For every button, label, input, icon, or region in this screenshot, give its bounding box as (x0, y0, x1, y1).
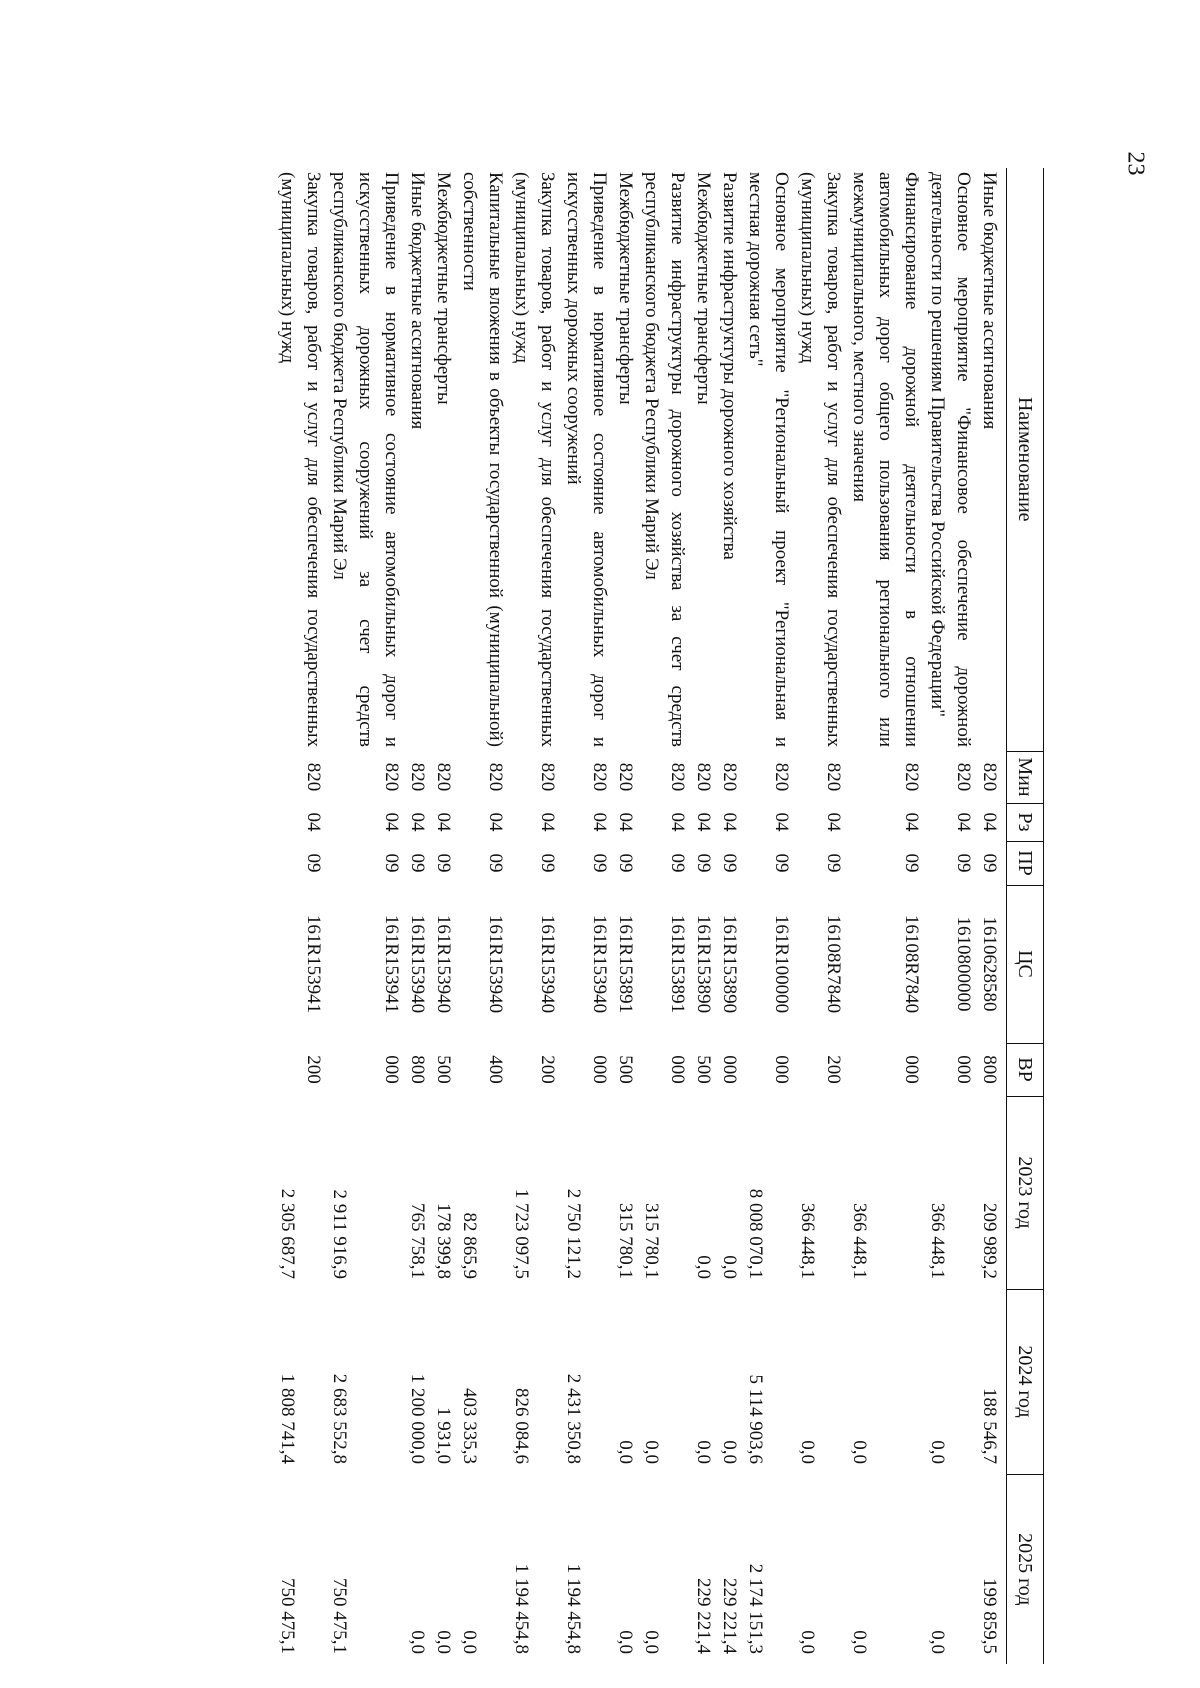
row-name: Приведение в нормативное состояние автомобильных дорог и искусственных дорожных сооружений за счет средств республиканского бюджета Республики Марий Эл (329, 172, 402, 747)
row-name: Развитие инфраструктуры дорожного хозяйства за счет средств республиканского бюджета Республики Марий Эл (641, 172, 688, 747)
row-min: 820 (979, 762, 1000, 792)
row-2025: 1 194 454,8 (511, 1563, 532, 1654)
row-2024: 0,0 (927, 1440, 948, 1464)
row-name: Финансирование дорожной деятельности в отношении автомобильных дорог общего пользования регионального или межмуниципального, местного значения (849, 172, 922, 747)
table-header-row (1007, 168, 1044, 1664)
row-cs: 161R153941 (381, 914, 402, 1014)
header-2025: 2025 год (1007, 1474, 1044, 1664)
row-2024: 0,0 (849, 1440, 870, 1464)
row-vr: 400 (485, 1055, 506, 1084)
row-pr: 09 (381, 853, 402, 873)
row-pr: 09 (693, 853, 714, 873)
table-row (612, 168, 638, 1664)
row-rz: 04 (433, 812, 454, 832)
table-row (638, 168, 690, 1664)
row-min: 820 (433, 762, 454, 792)
row-vr: 800 (407, 1055, 428, 1084)
table-row (846, 168, 924, 1664)
row-2025: 750 475,1 (277, 1578, 298, 1654)
page-number: 23 (1122, 151, 1149, 176)
row-2023: 1 723 097,5 (511, 1188, 532, 1279)
row-min: 820 (693, 762, 714, 792)
row-pr: 09 (953, 853, 974, 873)
row-rz: 04 (823, 812, 844, 832)
header-cs: ЦС (1007, 885, 1044, 1043)
row-pr: 09 (823, 853, 844, 873)
row-2024: 188 546,7 (979, 1388, 1000, 1464)
row-2025: 229 221,4 (693, 1578, 714, 1654)
table-row (404, 168, 430, 1664)
table-row (326, 168, 404, 1664)
row-min: 820 (381, 762, 402, 792)
row-2025: 0,0 (797, 1630, 818, 1654)
row-2024: 1 931,0 (433, 1407, 454, 1464)
row-2024: 5 114 903,6 (745, 1374, 766, 1464)
table-row (560, 168, 612, 1664)
row-min: 820 (589, 762, 610, 792)
table-row (924, 168, 976, 1664)
row-name: Основное мероприятие "Региональный проект "Региональная и местная дорожная сеть" (745, 172, 792, 747)
row-cs: 161R153940 (537, 914, 558, 1014)
rotated-table-container (184, 168, 1044, 1664)
row-cs: 161R153940 (433, 914, 454, 1014)
row-2024: 0,0 (641, 1440, 662, 1464)
table-row (508, 168, 560, 1664)
row-min: 820 (537, 762, 558, 792)
row-2025: 0,0 (641, 1630, 662, 1654)
row-2023: 2 305 687,7 (277, 1188, 298, 1279)
row-min: 820 (823, 762, 844, 792)
row-name: Межбюджетные трансферты (693, 172, 714, 405)
row-pr: 09 (407, 853, 428, 873)
row-2025: 199 859,5 (979, 1578, 1000, 1654)
row-vr: 000 (667, 1055, 688, 1084)
row-2023: 0,0 (719, 1255, 740, 1279)
row-pr: 09 (901, 853, 922, 873)
row-pr: 09 (667, 853, 688, 873)
row-min: 820 (667, 762, 688, 792)
budget-table (274, 168, 1044, 1664)
row-2024: 0,0 (615, 1440, 636, 1464)
row-min: 820 (771, 762, 792, 792)
row-rz: 04 (407, 812, 428, 832)
row-2025: 0,0 (849, 1630, 870, 1654)
row-2023: 8 008 070,1 (745, 1188, 766, 1279)
header-2024: 2024 год (1007, 1289, 1044, 1474)
row-name: Закупка товаров, работ и услуг для обеспечения государственных (муниципальных) нужд (511, 172, 558, 747)
row-pr: 09 (433, 853, 454, 873)
table-row (274, 168, 326, 1664)
row-rz: 04 (303, 812, 324, 832)
row-min: 820 (901, 762, 922, 792)
row-name: Развитие инфраструктуры дорожного хозяйства (719, 172, 740, 560)
row-pr: 09 (485, 853, 506, 873)
row-vr: 200 (823, 1055, 844, 1084)
header-pr: ПР (1007, 841, 1044, 885)
row-2023: 82 865,9 (459, 1212, 480, 1279)
row-rz: 04 (537, 812, 558, 832)
row-vr: 800 (979, 1055, 1000, 1084)
row-min: 820 (615, 762, 636, 792)
row-name: Межбюджетные трансферты (433, 172, 454, 405)
row-cs: 161R153891 (615, 914, 636, 1014)
row-2025: 229 221,4 (719, 1578, 740, 1654)
row-rz: 04 (953, 812, 974, 832)
row-2025: 0,0 (459, 1630, 480, 1654)
row-rz: 04 (719, 812, 740, 832)
row-pr: 09 (979, 853, 1000, 873)
row-min: 820 (303, 762, 324, 792)
row-cs: 16108R7840 (823, 914, 844, 1014)
row-2023: 366 448,1 (849, 1203, 870, 1279)
row-2024: 2 683 552,8 (329, 1373, 350, 1464)
row-2025: 750 475,1 (329, 1578, 350, 1654)
row-vr: 200 (537, 1055, 558, 1084)
row-pr: 09 (771, 853, 792, 873)
table-row (976, 168, 1007, 1664)
row-2025: 0,0 (433, 1630, 454, 1654)
row-vr: 500 (433, 1055, 454, 1084)
row-cs: 161R100000 (771, 914, 792, 1014)
row-2025: 1 194 454,8 (563, 1563, 584, 1654)
row-2023: 315 780,1 (641, 1203, 662, 1279)
table-row (716, 168, 742, 1664)
row-vr: 500 (615, 1055, 636, 1084)
row-2023: 315 780,1 (615, 1203, 636, 1279)
row-vr: 500 (693, 1055, 714, 1084)
row-2024: 826 084,6 (511, 1388, 532, 1464)
header-rz: Рз (1007, 803, 1044, 841)
table-row (742, 168, 794, 1664)
row-2025: 0,0 (927, 1630, 948, 1654)
row-2024: 0,0 (797, 1440, 818, 1464)
table-row (690, 168, 716, 1664)
table-row (430, 168, 456, 1664)
header-vr: ВР (1007, 1043, 1044, 1096)
row-cs: 161R153941 (303, 914, 324, 1014)
row-rz: 04 (979, 812, 1000, 832)
row-rz: 04 (589, 812, 610, 832)
row-2023: 209 989,2 (979, 1203, 1000, 1279)
row-name: Межбюджетные трансферты (615, 172, 636, 405)
row-pr: 09 (537, 853, 558, 873)
row-2023: 2 911 916,9 (329, 1189, 350, 1279)
row-2024: 2 431 350,8 (563, 1373, 584, 1464)
row-2024: 0,0 (693, 1440, 714, 1464)
row-min: 820 (407, 762, 428, 792)
row-name: Закупка товаров, работ и услуг для обеспечения государственных (муниципальных) нужд (277, 172, 324, 747)
row-name: Иные бюджетные ассигнования (979, 172, 1000, 430)
row-2023: 178 399,8 (433, 1203, 454, 1279)
row-rz: 04 (615, 812, 636, 832)
row-vr: 000 (589, 1055, 610, 1084)
header-min: Мин (1007, 751, 1044, 803)
row-min: 820 (485, 762, 506, 792)
row-2023: 2 750 121,2 (563, 1188, 584, 1279)
row-rz: 04 (381, 812, 402, 832)
row-cs: 161R153891 (667, 914, 688, 1014)
row-rz: 04 (693, 812, 714, 832)
row-vr: 200 (303, 1055, 324, 1084)
row-2025: 2 174 151,3 (745, 1563, 766, 1654)
row-min: 820 (953, 762, 974, 792)
row-2023: 765 758,1 (407, 1203, 428, 1279)
row-pr: 09 (589, 853, 610, 873)
row-name: Приведение в нормативное состояние автомобильных дорог и искусственных дорожных сооружений (563, 172, 610, 747)
row-vr: 000 (953, 1055, 974, 1084)
row-rz: 04 (901, 812, 922, 832)
row-name: Иные бюджетные ассигнования (407, 172, 428, 430)
row-cs: 161R153890 (719, 914, 740, 1014)
row-cs: 16108R7840 (901, 914, 922, 1014)
header-2023: 2023 год (1007, 1096, 1044, 1289)
row-2023: 366 448,1 (927, 1203, 948, 1279)
table-row (794, 168, 846, 1664)
row-cs: 1610628580 (979, 916, 1000, 1012)
row-2024: 403 335,3 (459, 1388, 480, 1464)
row-pr: 09 (303, 853, 324, 873)
row-pr: 09 (719, 853, 740, 873)
row-rz: 04 (667, 812, 688, 832)
row-rz: 04 (771, 812, 792, 832)
row-cs: 1610800000 (953, 916, 974, 1012)
table-row (456, 168, 508, 1664)
row-name: Основное мероприятие "Финансовое обеспечение дорожной деятельности по решениям Правительства Российской Федерации" (927, 172, 974, 747)
row-cs: 161R153940 (589, 914, 610, 1014)
row-2023: 366 448,1 (797, 1203, 818, 1279)
row-pr: 09 (615, 853, 636, 873)
row-vr: 000 (901, 1055, 922, 1084)
row-2025: 0,0 (615, 1630, 636, 1654)
row-cs: 161R153940 (485, 914, 506, 1014)
row-min: 820 (719, 762, 740, 792)
row-vr: 000 (771, 1055, 792, 1084)
row-cs: 161R153940 (407, 914, 428, 1014)
row-2024: 1 808 741,4 (277, 1373, 298, 1464)
row-2024: 0,0 (719, 1440, 740, 1464)
row-name: Закупка товаров, работ и услуг для обеспечения государственных (муниципальных) нужд (797, 172, 844, 747)
row-2025: 0,0 (407, 1630, 428, 1654)
row-rz: 04 (485, 812, 506, 832)
row-cs: 161R153890 (693, 914, 714, 1014)
row-vr: 000 (719, 1055, 740, 1084)
row-2024: 1 200 000,0 (407, 1373, 428, 1464)
row-name: Капитальные вложения в объекты государственной (муниципальной) собственности (459, 172, 506, 747)
header-name: Наименование (1007, 168, 1044, 751)
row-vr: 000 (381, 1055, 402, 1084)
row-2023: 0,0 (693, 1255, 714, 1279)
